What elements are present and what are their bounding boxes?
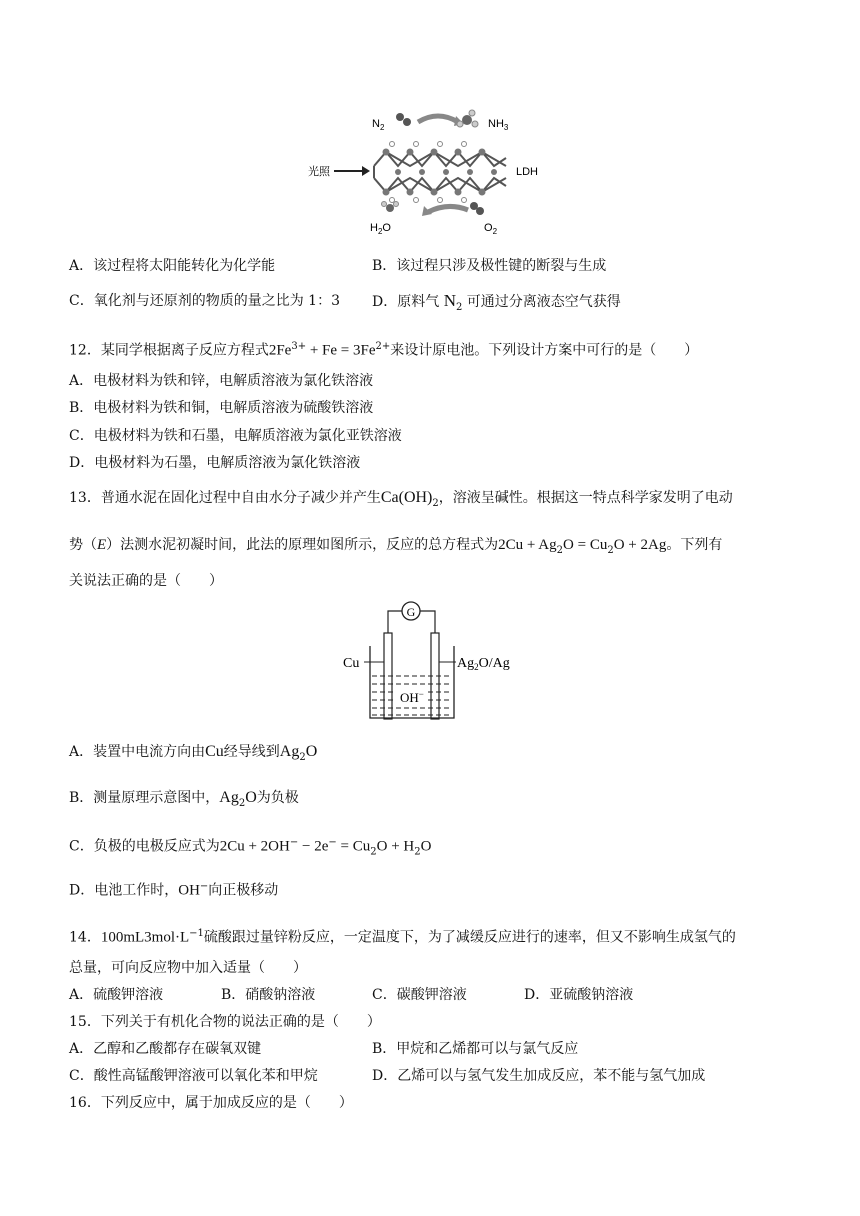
q13-option-a: A．装置中电流方向由Cu经导线到$Ag_2O$	[69, 743, 318, 763]
q11-option-c: C．氧化剂与还原剂的物质的量之比为 1：3	[69, 293, 340, 309]
q14-stem-line1: 14．$100mL3mol\cdot L^{-1}$硫酸跟过量锌粉反应，一定温度下，为了减缓反应进行的速率，但又不影响生成氢气的	[69, 928, 736, 946]
q13-option-d: D．电池工作时，OH−向正极移动	[69, 881, 279, 899]
q12-option-c: C．电极材料为铁和石墨，电解质溶液为氯化亚铁溶液	[69, 428, 402, 444]
ldh-photocatalysis-figure	[300, 100, 560, 240]
q13-stem-line2: 势（E）法测水泥初凝时间，此法的原理如图所示，反应的总方程式为$2Cu + Ag_2O = Cu_2O + 2Ag$。下列有	[69, 537, 723, 556]
light-label: 光照	[308, 166, 330, 178]
galvanometer-label: G	[406, 605, 416, 619]
nh3-label: $NH_3$	[488, 118, 509, 132]
q12-option-b: B．电极材料为铁和铜，电解质溶液为硫酸铁溶液	[69, 400, 374, 416]
h2o-molecule	[382, 202, 399, 213]
ag2o-label: $Ag_2O/Ag$	[457, 656, 510, 672]
q14-option-b: B．硝酸钠溶液	[221, 987, 316, 1003]
q15-stem: 15．下列关于有机化合物的说法正确的是（ ）	[69, 1014, 381, 1030]
o2-molecule	[470, 202, 484, 215]
beaker	[370, 646, 454, 718]
q15-option-b: B．甲烷和乙烯都可以与氯气反应	[372, 1041, 579, 1057]
ldh-diagram-svg	[300, 100, 560, 240]
q15-option-d: D．乙烯可以与氢气发生加成反应，苯不能与氢气加成	[372, 1068, 706, 1084]
o2-label: $O_2$	[484, 222, 498, 236]
q12-stem: 12．某同学根据离子反应方程式$2Fe^{3+} + Fe = 3Fe^{2+}$来设计原电池。下列设计方案中可行的是（ ）	[69, 341, 699, 359]
n2-label: $N_2$	[372, 118, 385, 132]
q14-option-d: D．亚硫酸钠溶液	[524, 987, 634, 1003]
ldh-label: LDH	[516, 166, 539, 178]
electrochemical-cell-figure	[330, 598, 530, 726]
q15-option-a: A．乙醇和乙酸都存在碳氧双键	[69, 1041, 262, 1057]
cell-svg	[330, 598, 530, 726]
q11-option-d: D．原料气 $N_2$ 可通过分离液态空气获得	[372, 291, 621, 313]
q12-option-a: A．电极材料为铁和锌，电解质溶液为氯化铁溶液	[69, 373, 374, 389]
nh3-molecule	[457, 110, 478, 127]
q12-option-d: D．电极材料为石墨，电解质溶液为氯化铁溶液	[69, 455, 361, 471]
q16-stem: 16．下列反应中，属于加成反应的是（ ）	[69, 1095, 353, 1111]
h2o-label: $H_2O$	[370, 222, 391, 236]
q15-option-c: C．酸性高锰酸钾溶液可以氧化苯和甲烷	[69, 1068, 318, 1084]
q13-stem-line1: 13．普通水泥在固化过程中自由水分子减少并产生$Ca(OH)_2$，溶液呈碱性。根据这一特点科学家发明了电动	[69, 489, 733, 509]
q14-option-c: C．碳酸钾溶液	[372, 987, 467, 1003]
bottom-arrow	[428, 206, 468, 212]
q14-option-a: A．硫酸钾溶液	[69, 987, 164, 1003]
q11-option-a: A．该过程将太阳能转化为化学能	[69, 258, 276, 274]
cu-label: Cu	[343, 656, 360, 671]
top-arrow	[418, 116, 458, 122]
q14-stem-line2: 总量，可向反应物中加入适量（ ）	[69, 960, 307, 976]
q11-option-b: B．该过程只涉及极性键的断裂与生成	[372, 258, 607, 274]
q13-option-c: C．负极的电极反应式为$2Cu + 2OH^- - 2e^- = Cu_2O + H_2O$	[69, 837, 432, 858]
q13-stem-line3: 关说法正确的是（ ）	[69, 573, 223, 589]
ldh-lattice	[374, 152, 506, 192]
oh-label: OH−	[400, 689, 424, 705]
q13-option-b: B．测量原理示意图中，$Ag_2O$为负极	[69, 789, 299, 809]
n2-molecule	[396, 113, 411, 126]
